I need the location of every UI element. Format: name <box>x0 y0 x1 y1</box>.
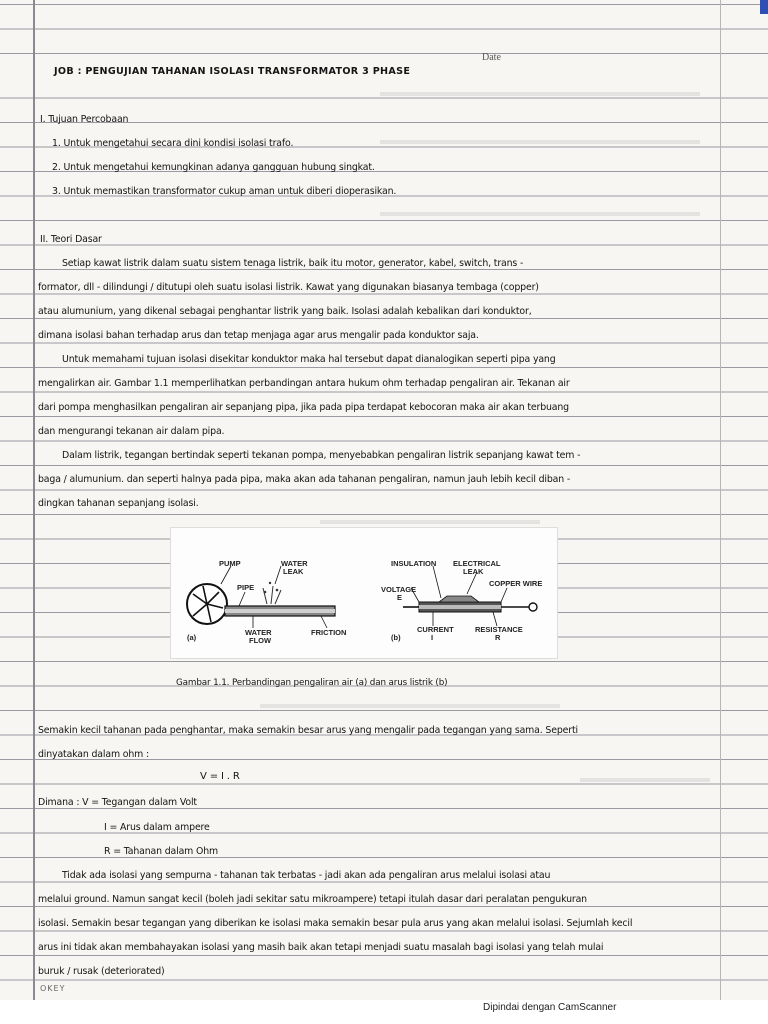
date-label: Date <box>482 52 501 63</box>
label-water-flow-2: FLOW <box>249 636 272 645</box>
label-electrical-leak-2: LEAK <box>463 567 484 576</box>
definition-line: R = Tahanan dalam Ohm <box>104 846 219 857</box>
label-friction: FRICTION <box>311 628 347 637</box>
objective-item: 1. Untuk mengetahui secara dini kondisi isolasi trafo. <box>52 138 294 149</box>
scanner-watermark: Dipindai dengan CamScanner <box>483 1002 617 1013</box>
definition-line: I = Arus dalam ampere <box>104 822 210 833</box>
label-copper-wire: COPPER WIRE <box>489 579 543 588</box>
paragraph-line: dimana isolasi bahan terhadap arus dan tetap menjaga agar arus mengalir pada konduktor saja. <box>38 330 479 341</box>
left-margin-line <box>33 0 35 1000</box>
paragraph-line: mengalirkan air. Gambar 1.1 memperlihatkan perbandingan antara hukum ohm terhadap pengaliran air. Tekanan air <box>38 378 570 389</box>
paragraph-line: dari pompa menghasilkan pengaliran air sepanjang pipa, jika pada pipa terdapat kebocoran maka air akan terbuang <box>38 402 569 413</box>
page-title: JOB : PENGUJIAN TAHANAN ISOLASI TRANSFORMATOR 3 PHASE <box>54 66 411 77</box>
label-current-1: CURRENT <box>417 625 454 634</box>
paragraph-line: baga / alumunium. dan seperti halnya pada pipa, maka akan ada tahanan pengaliran, namun jauh lebih kecil diban - <box>38 474 571 485</box>
paragraph-line: dingkan tahanan sepanjang isolasi. <box>38 498 199 509</box>
bleed-through <box>260 704 560 708</box>
paragraph-line: Untuk memahami tujuan isolasi disekitar konduktor maka hal tersebut dapat dianalogikan seperti pipa yang <box>62 354 556 365</box>
right-margin-line <box>720 0 721 1000</box>
label-water-leak-1: WATER <box>281 559 308 568</box>
objective-item: 3. Untuk memastikan transformator cukup aman untuk diberi dioperasikan. <box>52 186 397 197</box>
section-heading: II. Teori Dasar <box>40 234 102 245</box>
label-pipe: PIPE <box>237 583 255 592</box>
bleed-through <box>380 140 700 144</box>
paragraph-line: atau alumunium, yang dikenal sebagai penghantar listrik yang baik. Isolasi adalah kebalikan dari konduktor, <box>38 306 532 317</box>
label-tag-b: (b) <box>391 633 401 642</box>
definition-line: Dimana : V = Tegangan dalam Volt <box>38 797 197 808</box>
figure-caption: Gambar 1.1. Perbandingan pengaliran air (a) dan arus listrik (b) <box>176 678 448 688</box>
label-resistance-2: R <box>495 633 501 642</box>
paragraph-line: buruk / rusak (deteriorated) <box>38 966 165 977</box>
label-current-2: I <box>431 633 434 642</box>
paragraph-line: Dalam listrik, tegangan bertindak seperti tekanan pompa, menyebabkan pengaliran listrik sepanjang kawat tem - <box>62 450 581 461</box>
paragraph-line: isolasi. Semakin besar tegangan yang diberikan ke isolasi maka semakin besar pula arus yang akan melalui isolasi. Sejumlah kecil <box>38 918 633 929</box>
paragraph-line: dinyatakan dalam ohm : <box>38 749 149 760</box>
label-tag-a: (a) <box>187 633 197 642</box>
ohm-formula: V = I . R <box>200 771 240 782</box>
paragraph-line: Setiap kawat listrik dalam suatu sistem tenaga listrik, baik itu motor, generator, kabel, switch, trans - <box>62 258 524 269</box>
paragraph-line: dan mengurangi tekanan air dalam pipa. <box>38 426 225 437</box>
paragraph-line: Semakin kecil tahanan pada penghantar, maka semakin besar arus yang mengalir pada tegangan yang sama. Seperti <box>38 725 578 736</box>
corner-accent <box>760 0 768 14</box>
label-pump: PUMP <box>219 559 241 568</box>
bleed-through <box>380 212 700 216</box>
wire-end <box>529 603 537 611</box>
notebook-brand: OKEY <box>40 984 66 993</box>
label-insulation: INSULATION <box>391 559 437 568</box>
label-voltage-1: VOLTAGE <box>381 585 417 594</box>
label-water-leak-2: LEAK <box>283 567 304 576</box>
bleed-through <box>320 520 540 524</box>
objective-item: 2. Untuk mengetahui kemungkinan adanya gangguan hubung singkat. <box>52 162 375 173</box>
paragraph-line: arus ini tidak akan membahayakan isolasi yang masih baik akan tetapi menjadi suatu masalah bagi isolasi yang telah mulai <box>38 942 604 953</box>
label-resistance-1: RESISTANCE <box>475 625 523 634</box>
bleed-through <box>580 778 710 782</box>
paragraph-line: Tidak ada isolasi yang sempurna - tahanan tak terbatas - jadi akan ada pengaliran arus melalui isolasi atau <box>62 870 551 881</box>
section-heading: I. Tujuan Percobaan <box>40 114 129 125</box>
label-electrical-leak-1: ELECTRICAL <box>453 559 501 568</box>
label-voltage-2: E <box>397 593 403 602</box>
label-water-flow-1: WATER <box>245 628 272 637</box>
figure-water-electric-analogy <box>170 527 558 659</box>
bleed-through <box>380 92 700 96</box>
paragraph-line: melalui ground. Namun sangat kecil (boleh jadi sekitar satu mikroampere) tetapi itulah dasar dari peralatan pengukuran <box>38 894 587 905</box>
paragraph-line: formator, dll - dilindungi / ditutupi oleh suatu isolasi listrik. Kawat yang digunakan biasanya tembaga (copper) <box>38 282 539 293</box>
